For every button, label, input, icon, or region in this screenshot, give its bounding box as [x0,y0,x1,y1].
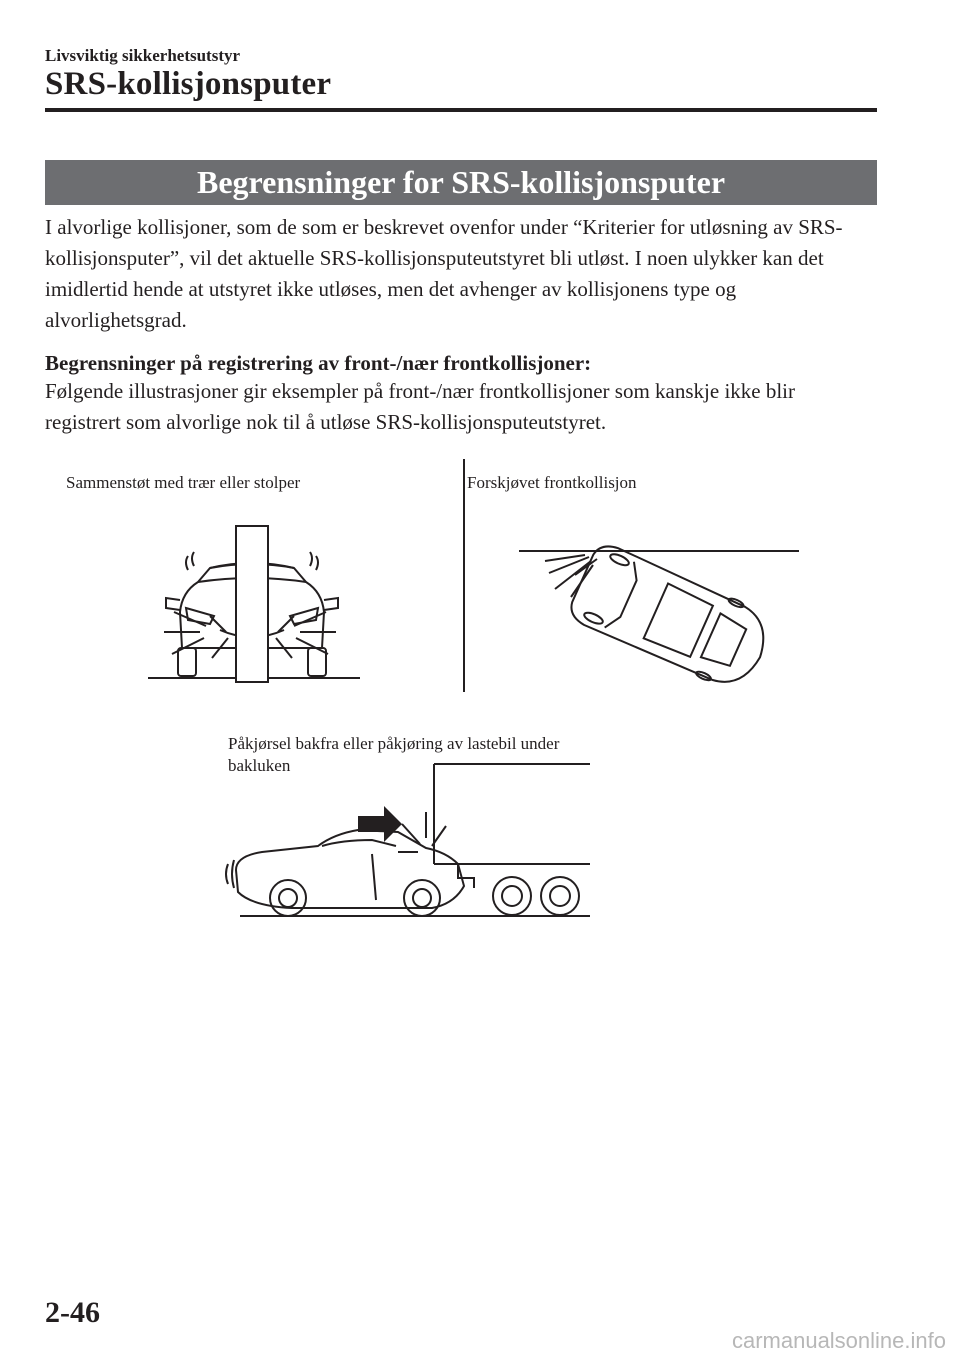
truck-caption: Påkjørsel bakfra eller påkjøring av lastebil under bakluken [228,734,560,775]
subsection-body: Følgende illustrasjoner gir eksempler på front-/nær frontkollisjoner som kanskje ikke blir registrert som alvorlige nok til å utløse SRS-kollisjonsputeutstyret. [45,379,796,434]
section-title: SRS-kollisjonsputer [45,66,332,102]
page-number: 2-46 [45,1296,100,1329]
offset-collision-illustration [515,545,805,675]
underride-collision-illustration [222,760,594,920]
offset-caption: Forskjøvet frontkollisjon [467,473,637,492]
intro-paragraph: I alvorlige kollisjoner, som de som er beskrevet ovenfor under “Kriterier for utløsning av SRS-kollisjonsputer”, vil det aktuelle SRS-kollisjonsputeutstyret bli utløst. I noen ulykker kan det imidlertid hende at utstyret ikke utløses, men det avhenger av kollisjonens type og alvorlighetsgrad. [45,215,843,332]
pole-caption: Sammenstøt med trær eller stolper [66,473,301,492]
pole-collision-illustration [140,520,365,685]
header-rule [45,108,877,112]
watermark: carmanualsonline.info [731,1328,946,1353]
illustration-divider [463,459,465,692]
banner-title: Begrensninger for SRS-kollisjonsputer [45,160,877,205]
section-label: Livsviktig sikkerhetsutstyr [45,46,241,65]
subsection-heading: Begrensninger på registrering av front-/nær frontkollisjoner: [45,351,592,375]
